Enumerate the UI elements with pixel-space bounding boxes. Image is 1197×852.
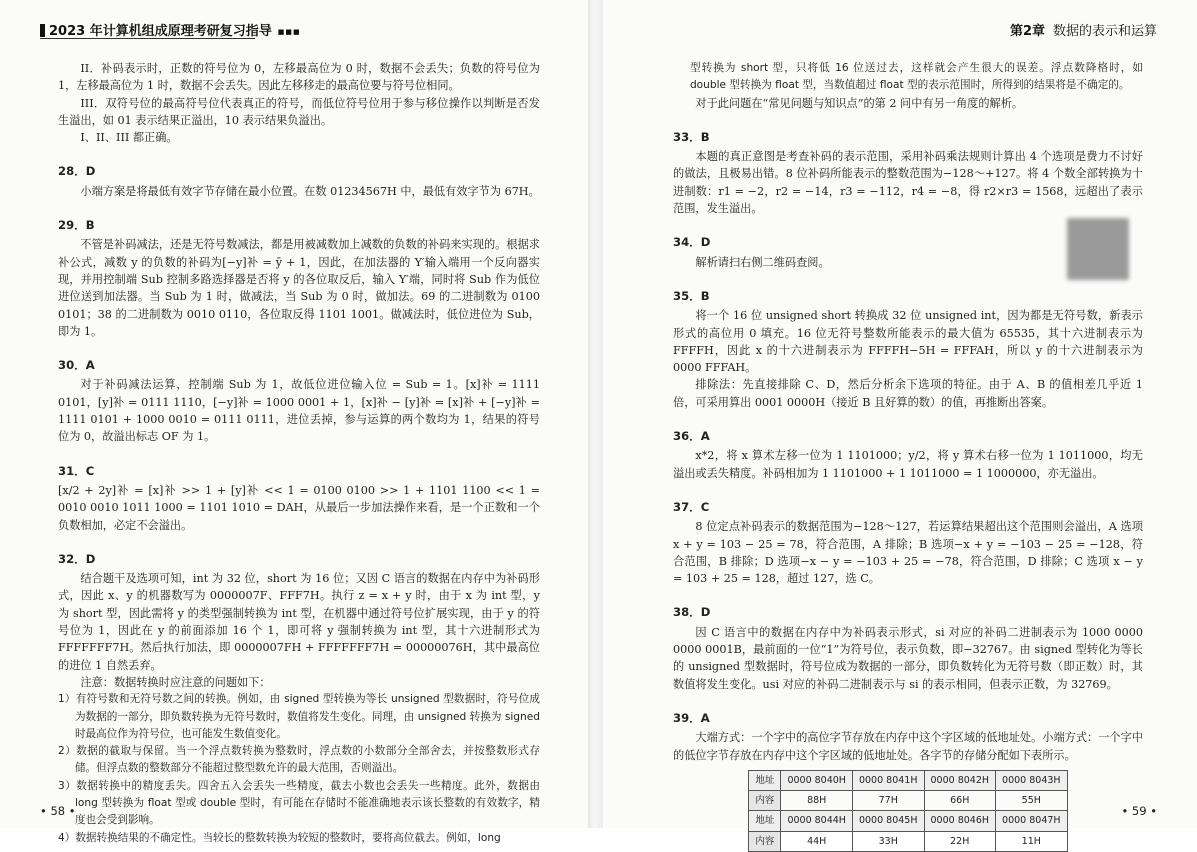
answer-heading: 38．D xyxy=(673,605,711,620)
answer-heading: 28．D xyxy=(58,164,96,179)
left-running-header xyxy=(40,20,301,39)
note-item: 1）有符号数和无符号数之间的转换。例如，由 signed 型转换为等长 unsigned 型数据时，符号位成为数据的一部分，即负数转换为无符号数时，数值将发生变化。同理，由 unsigned 转换为 signed 时最高位作为符号位，也可能发生数值变化。 xyxy=(58,693,540,740)
left-header-title: 2023 年计算机组成原理考研复习指导 xyxy=(49,24,272,39)
answer-heading: 37．C xyxy=(673,499,710,514)
answer-heading: 29．B xyxy=(58,218,95,233)
chapter-badge: 第2章 xyxy=(1009,24,1045,39)
paragraph: x*2，将 x 算术左移一位为 1 1101000；y/2，将 y 算术右移一位为 1 1011000，均无溢出或丢失精度。补码相加为 1 1101000 + 1 1011000 = 1 1000000，亦无溢出。 xyxy=(673,449,1143,480)
paragraph: 注意：数据转换时应注意的问题如下： xyxy=(80,675,271,689)
table-cell: 66H xyxy=(924,791,996,811)
paragraph: 不管是补码减法，还是无符号数减法，都是用被减数加上减数的负数的补码来实现的。根据求补公式，减数 y 的负数的补码为[−y]补 = ȳ + 1，因此，在加法器的 Y′输入端用一个反向器实现，并用控制端 Sub 控制多路选择器是否将 y 的各位取反后，输入 Y′端，同时将 Sub 作为低位进位送到加法器。当 Sub 为 1 时，做减法，当 Sub 为 0 时，做加法。69 的二进制数为 0100 0101；38 的二进制数为 0010 0110，各位取反得 1101 1001。做减法时，低位进位为 Sub，即为 1。 xyxy=(58,238,540,338)
answer-heading: 35．B xyxy=(673,288,710,303)
table-row xyxy=(749,770,1067,790)
paragraph: 小端方案是将最低有效字节存储在最小位置。在数 01234567H 中，最低有效字节为 67H。 xyxy=(80,184,540,198)
table-cell: 22H xyxy=(924,831,996,851)
table-cell: 44H xyxy=(781,831,853,851)
paragraph: 将一个 16 位 unsigned short 转换成 32 位 unsigned int，因为都是无符号数，新表示形式的高位用 0 填充。16 位无符号整数所能表示的最大值为 65535，其十六进制表示为 FFFFH，因此 x 的十六进制表示为 FFFFH−5H = FFFAH，所以 y 的十六进制表示为 0000 FFFAH。 xyxy=(673,309,1143,375)
table-cell: 0000 8041H xyxy=(852,770,924,790)
table-cell: 55H xyxy=(996,791,1068,811)
right-page-number: • 59 • xyxy=(1121,804,1157,818)
table-row xyxy=(749,811,1067,831)
paragraph: 因 C 语言中的数据在内存中为补码表示形式，si 对应的补码二进制表示为 1000 0000 0000 0001B，最前面的一位“1”为符号位，表示负数，即−32767。由 signed 型转化为等长的 unsigned 型数据时，符号位成为数据的一部分，即负数转化为无符号数（即正数）时，其数值将发生变化。usi 对应的补码二进制表示与 si 的表示相同，但表示正数，为 32769。 xyxy=(673,625,1143,691)
note-item: 4）数据转换结果的不确定性。当较长的整数转换为较短的整数时，要将高位截去。例如，long xyxy=(58,831,501,844)
answer-heading: 33．B xyxy=(673,129,710,144)
book-gutter xyxy=(588,0,603,828)
note-item: 2）数据的截取与保留。当一个浮点数转换为整数时，浮点数的小数部分全部舍去，并按整数形式存储。但浮点数的整数部分不能超过整型数允许的最大范围，否则溢出。 xyxy=(58,745,540,775)
paragraph: 8 位定点补码表示的数据范围为−128～127，若运算结果超出这个范围则会溢出，A 选项 x + y = 103 − 25 = 78，符合范围，A 排除；B 选项−x + y = −103 − 25 = −128，符合范围，B 排除；D 选项−x − y = −103 + 25 = −78，符合范围，D 排除；C 选项 x − y = 103 + 25 = 128，超过 127，选 C。 xyxy=(673,520,1143,586)
left-page-number: • 58 • xyxy=(40,804,76,818)
table-cell: 内容 xyxy=(749,831,781,851)
table-cell: 内容 xyxy=(749,791,781,811)
paragraph: 对于补码减法运算，控制端 Sub 为 1，故低位进位输入位 = Sub = 1。[x]补 = 1111 0101，[y]补 = 0111 1110，[−y]补 = 1000 0001 + 1，[x]补 − [y]补 = [x]补 + [−y]补 = 1111 0101 + 1000 0010 = 0111 0111，进位丢掉，参与运算的两个数均为 1，结果的符号位为 0，故溢出标志 OF 为 1。 xyxy=(58,378,540,444)
paragraph: 结合题干及选项可知，int 为 32 位，short 为 16 位；又因 C 语言的数据在内存中为补码形式，因此 x、y 的机器数写为 0000007F、FFF7H。执行 z = x + y 时，由于 x 为 int 型，y 为 short 型，因此需将 y 的类型强制转换为 int 型，在机器中通过符号位扩展实现，由于 y 的符号位为 1，因此在 y 的前面添加 16 个 1，即可将 y 强制转换为 int 型，其十六进制形式为 FFFFFFF7H。然后执行加法，即 0000007FH + FFFFFFF7H = 00000076H，其中最高位的进位 1 自然丢弃。 xyxy=(58,572,540,672)
table-cell: 77H xyxy=(852,791,924,811)
answer-heading: 34．D xyxy=(673,235,711,250)
right-header-title: 数据的表示和运算 xyxy=(1052,24,1157,39)
table-cell: 0000 8043H xyxy=(996,770,1068,790)
table-row xyxy=(749,831,1067,851)
table-cell: 0000 8045H xyxy=(852,811,924,831)
paragraph: [x/2 + 2y]补 = [x]补 >> 1 + [y]补 << 1 = 0100 0100 >> 1 + 1101 1100 << 1 = 0010 0010 1011 1000 = 1101 1010 = DAH，从最后一步加法操作来看，是一个正数和一个负数相加，必定不会溢出。 xyxy=(58,483,540,532)
table-cell: 0000 8047H xyxy=(996,811,1068,831)
table-row xyxy=(749,791,1067,811)
table-cell: 地址 xyxy=(749,770,781,790)
qr-code-blurred-image xyxy=(1067,218,1129,280)
header-rule xyxy=(40,38,255,39)
paragraph: 解析请扫右侧二维码查阅。 xyxy=(695,255,830,269)
answer-heading: 30．A xyxy=(58,358,95,373)
note-item-continued: 型转换为 short 型，只将低 16 位送过去，这样就会产生很大的误差。浮点数降格时，如 double 型转换为 float 型，当数值超过 float 型的表示范围时，所得到的结果将是不确定的。 xyxy=(689,62,1143,92)
answer-heading: 32．D xyxy=(58,551,96,566)
paragraph: I、II、III 都正确。 xyxy=(80,131,178,145)
paragraph: II．补码表示时，正数的符号位为 0，左移最高位为 0 时，数据不会丢失；负数的符号位为 1，左移最高位为 1 时，数据不会丢失。因此左移移走的最高位要与符号位相同。 xyxy=(58,62,540,93)
table-cell: 0000 8042H xyxy=(924,770,996,790)
table-cell: 11H xyxy=(996,831,1068,851)
table-cell: 33H xyxy=(852,831,924,851)
answer-heading: 31．C xyxy=(58,463,95,478)
table-cell: 0000 8044H xyxy=(781,811,853,831)
header-squares-icon: ■■■ xyxy=(277,28,301,36)
paragraph: 对于此问题在“常见问题与知识点”的第 2 问中有另一角度的解析。 xyxy=(695,96,1024,110)
table-cell: 88H xyxy=(781,791,853,811)
table-cell: 0000 8040H xyxy=(781,770,853,790)
left-page xyxy=(0,0,588,844)
paragraph: 排除法：先直接排除 C、D，然后分析余下选项的特征。由于 A、B 的值相差几乎近 1 倍，可采用算出 0001 0000H（接近 B 且好算的数）的值，再推断出答案。 xyxy=(673,378,1143,409)
paragraph: 本题的真正意图是考查补码的表示范围，采用补码乘法规则计算出 4 个选项是费力不讨好的做法，且极易出错。8 位补码所能表示的整数范围为−128～+127。将 4 个数全部转换为十进制数：r1 = −2，r2 = −14，r3 = −112，r4 = −8，得 r2×r3 = 1568，远超出了表示范围，发生溢出。 xyxy=(673,150,1143,216)
header-bar-mark xyxy=(40,24,45,37)
right-page xyxy=(603,0,1197,847)
table-cell: 0000 8046H xyxy=(924,811,996,831)
right-text-column xyxy=(673,60,1143,852)
memory-allocation-table xyxy=(748,770,1067,852)
paragraph: 大端方式：一个字中的高位字节存放在内存中这个字区域的低地址处。小端方式：一个字中的低位字节存放在内存中这个字区域的低地址处。各字节的存储分配如下表所示。 xyxy=(673,731,1143,762)
answer-heading: 39．A xyxy=(673,710,710,725)
note-item: 3）数据转换中的精度丢失。四舍五入会丢失一些精度，截去小数也会丢失一些精度。此外，数据由 long 型转换为 float 型或 double 型时，有可能在存储时不能准确地表示该长整数的有效数字，精度也会受到影响。 xyxy=(58,779,540,827)
table-cell: 地址 xyxy=(749,811,781,831)
right-running-header xyxy=(1010,20,1157,39)
answer-heading: 36．A xyxy=(673,429,710,444)
left-text-column xyxy=(58,60,540,847)
paragraph: III．双符号位的最高符号位代表真正的符号，而低位符号位用于参与移位操作以判断是否发生溢出，如 01 表示结果正溢出，10 表示结果负溢出。 xyxy=(58,96,540,127)
